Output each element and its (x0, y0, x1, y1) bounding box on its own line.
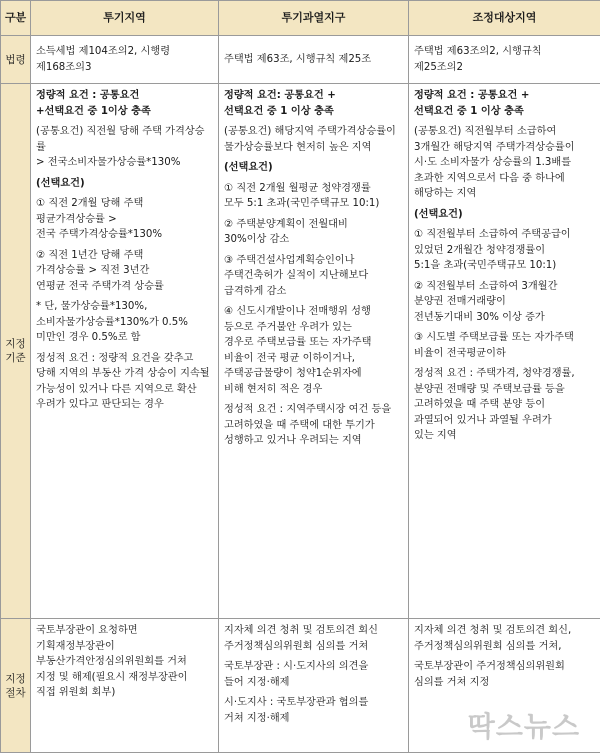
cell-paragraph: (공통요건) 해당지역 주택가격상승률이 물가상승률보다 현저히 높은 지역 (224, 124, 403, 155)
header-overheated-district: 투기과열지구 (219, 1, 409, 36)
cell-paragraph: ④ 신도시개발이나 전매행위 성행 등으로 주거불안 우려가 있는 경우로 주택보급률 또는 자가주택 비율이 전국 평균 이하이거나, 주택공급물량이 청약1순위자에 비해 현저히 적은 경우 (224, 304, 403, 397)
criteria-cell-speculation (31, 84, 219, 619)
procedure-cell-overheated (219, 619, 409, 753)
cell-paragraph: ③ 시도별 주택보급률 또는 자가주택 비율이 전국평균이하 (414, 330, 595, 361)
criteria-cell-adjustment (409, 84, 600, 619)
cell-paragraph: ③ 주택건설사업계획승인이나 주택건축허가 실적이 지난해보다 급격하게 감소 (224, 253, 403, 300)
cell-paragraph: ① 직전 2개월 월평균 청약경쟁률 모두 5:1 초과(국민주택규모 10:1) (224, 181, 403, 212)
cell-paragraph: 정량적 요건 : 공통요건 +선택요건 중 1이상 충족 (36, 88, 213, 119)
cell-paragraph: 정성적 요건 : 지역주택시장 여건 등을 고려하였을 때 주택에 대한 투기가 성행하고 있거나 우려되는 지역 (224, 402, 403, 449)
cell-paragraph: 지자체 의견 청취 및 검토의견 회신, 주거정책심의위원회 심의를 거쳐, (414, 623, 595, 654)
cell-paragraph: 국토부장관이 요청하면 기획재정부장관이 부동산가격안정심의위원회를 거쳐 지정 및 해제(필요시 재정부장관이 직접 위원회 회부) (36, 623, 213, 701)
law-cell-adjustment: 주택법 제63조의2, 시행규칙 제25조의2 (409, 36, 600, 84)
cell-paragraph: (선택요건) (414, 207, 595, 223)
header-category: 구분 (1, 1, 31, 36)
cell-paragraph: 시·도지사 : 국토부장관과 협의를 거쳐 지정·해제 (224, 695, 403, 726)
cell-paragraph: 정량적 요건: 공통요건 + 선택요건 중 1 이상 충족 (224, 88, 403, 119)
cell-paragraph: ① 직전 2개월 당해 주택 평균가격상승률 > 전국 주택가격상승률*130% (36, 196, 213, 243)
header-adjustment-zone: 조정대상지역 (409, 1, 600, 36)
cell-paragraph: (공통요건) 직전월부터 소급하여 3개월간 해당지역 주택가격상승률이 시·도 소비자물가 상승률의 1.3배를 초과한 지역으로서 다음 중 하나에 해당하는 지역 (414, 124, 595, 202)
cell-paragraph: ① 직전월부터 소급하여 주택공급이 있었던 2개월간 청약경쟁률이 5:1을 초과(국민주택규모 10:1) (414, 227, 595, 274)
law-row (1, 36, 600, 84)
header-speculation-zone: 투기지역 (31, 1, 219, 36)
watermark-logo: 딱스뉴스 (468, 705, 580, 745)
header-row (1, 1, 600, 36)
cell-paragraph: (선택요건) (36, 176, 213, 192)
cell-paragraph: 국토부장관이 주거정책심의위원회 심의를 거쳐 지정 (414, 659, 595, 690)
row-label-law: 법령 (1, 36, 31, 84)
cell-paragraph: ② 직전월부터 소급하여 3개월간 분양권 전매거래량이 전년동기대비 30% 이상 증가 (414, 279, 595, 326)
procedure-cell-speculation (31, 619, 219, 753)
cell-paragraph: 정량적 요건 : 공통요건 + 선택요건 중 1 이상 충족 (414, 88, 595, 119)
law-cell-overheated: 주택법 제63조, 시행규칙 제25조 (219, 36, 409, 84)
cell-paragraph: 국토부장관 : 시·도지사의 의견을 들어 지정·해제 (224, 659, 403, 690)
cell-paragraph: ② 주택분양계획이 전월대비 30%이상 감소 (224, 217, 403, 248)
cell-paragraph: 지자체 의견 청취 및 검토의견 회신 주거정책심의위원회 심의를 거쳐 (224, 623, 403, 654)
law-cell-speculation: 소득세법 제104조의2, 시행령 제168조의3 (31, 36, 219, 84)
criteria-cell-overheated (219, 84, 409, 619)
cell-paragraph: 정성적 요건 : 주택가격, 청약경쟁률, 분양권 전매량 및 주택보급률 등을 고려하였을 때 주택 분양 등이 과열되어 있거나 과열될 우려가 있는 지역 (414, 366, 595, 444)
row-label-criteria: 지정 기준 (1, 84, 31, 619)
cell-paragraph: (공통요건) 직전월 당해 주택 가격상승률 > 전국소비자물가상승률*130% (36, 124, 213, 171)
cell-paragraph: * 단, 물가상승률*130%, 소비자물가상승률*130%가 0.5% 미만인 경우 0.5%로 함 (36, 299, 213, 346)
row-label-procedure: 지정 절차 (1, 619, 31, 753)
cell-paragraph: (선택요건) (224, 160, 403, 176)
cell-paragraph: ② 직전 1년간 당해 주택 가격상승률 > 직전 3년간 연평균 전국 주택가격 상승률 (36, 248, 213, 295)
cell-paragraph: 정성적 요건 : 정량적 요건을 갖추고 당해 지역의 부동산 가격 상승이 지속될 가능성이 있거나 다른 지역으로 확산 우려가 있다고 판단되는 경우 (36, 351, 213, 413)
criteria-row (1, 84, 600, 619)
